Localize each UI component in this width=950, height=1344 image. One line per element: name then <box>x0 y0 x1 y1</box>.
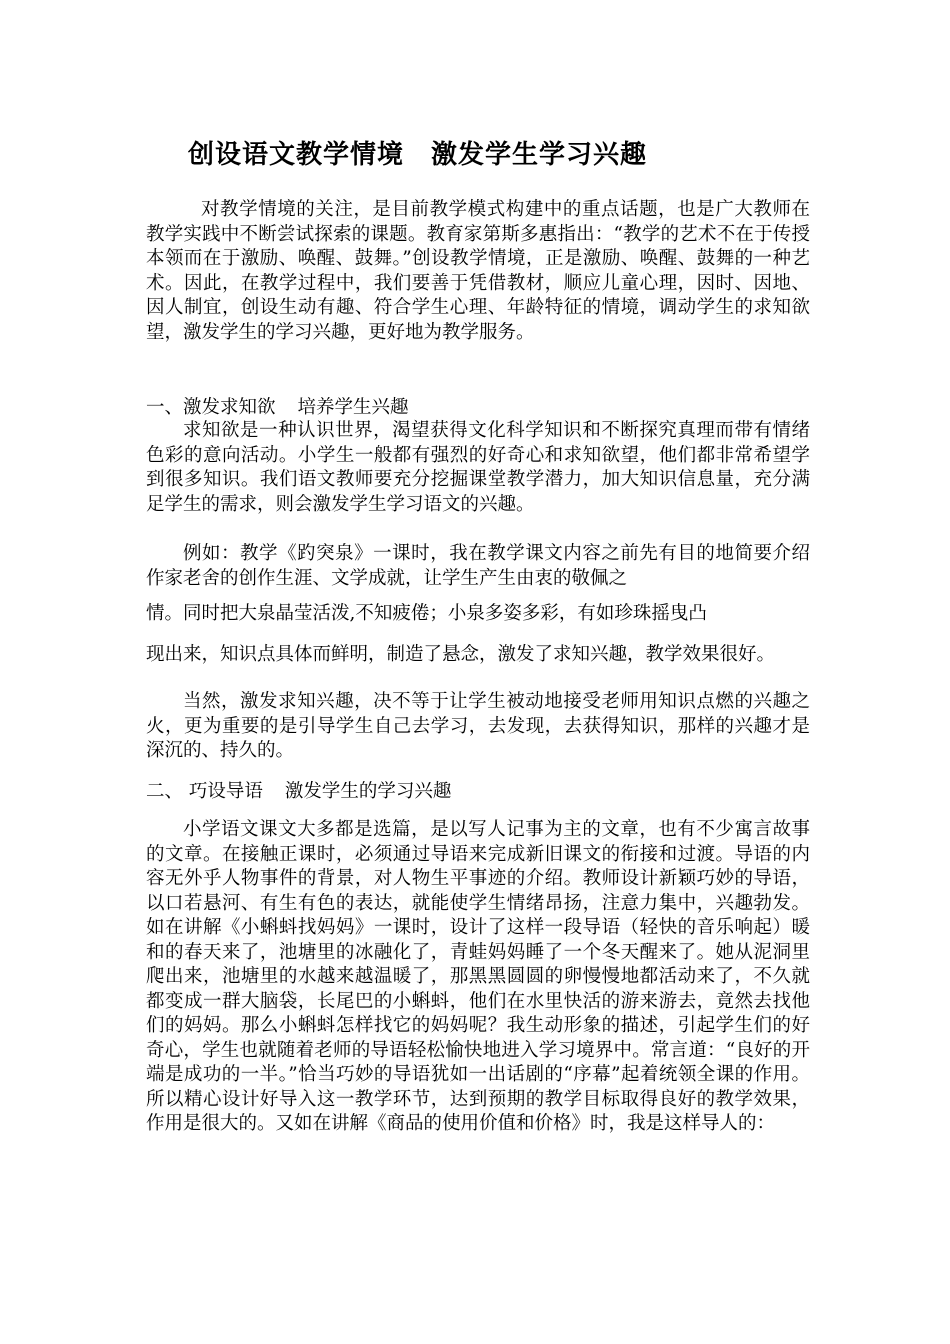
section-2-heading <box>146 780 810 805</box>
section-1-heading-part-a: 一、激发求知欲 <box>146 397 276 418</box>
section-1-paragraph-1: 求知欲是一种认识世界，渴望获得文化科学知识和不断探究真理而带有情绪色彩的意向活动。小学生一般都有强烈的好奇心和求知欲望，他们都非常希望学到很多知识。我们语文教师要充分挖掘课堂教学潜力，加大知识信息量，充分满足学生的需求，则会激发学生学习语文的兴趣。 <box>146 420 810 515</box>
section-1-heading-part-b: 培养学生兴趣 <box>297 397 409 418</box>
section-2-heading-part-a: 二、 巧设导语 <box>146 781 263 802</box>
intro-paragraph: 对教学情境的关注，是目前教学模式构建中的重点话题，也是广大教师在教学实践中不断尝试探索的课题。教育家第斯多惠指出：“教学的艺术不在于传授本领而在于激励、唤醒、鼓舞。”创设教学情境，正是激励、唤醒、鼓舞的一种艺术。因此，在教学过程中，我们要善于凭借教材，顺应儿童心理，因时、因地、因人制宜，创设生动有趣、符合学生心理、年龄特征的情境，调动学生的求知欲望，激发学生的学习兴趣，更好地为教学服务。 <box>146 199 810 343</box>
document-title: 创设语文教学情境 激发学生学习兴趣 <box>188 140 648 170</box>
section-1-paragraph-2-part-b: 情。同时把大泉晶莹活泼,不知疲倦；小泉多姿多彩，有如珍珠摇曳凸 <box>146 603 707 624</box>
section-1-paragraph-2-part-c: 现出来，知识点具体而鲜明，制造了悬念，激发了求知兴趣，教学效果很好。 <box>146 644 776 665</box>
section-2-paragraph-1: 小学语文课文大多都是选篇，是以写人记事为主的文章，也有不少寓言故事的文章。在接触正课时，必须通过导语来完成新旧课文的衔接和过渡。导语的内容无外乎人物事件的背景，对人物生平事迹的介绍。教师设计新颖巧妙的导语，以口若悬河、有生有色的表达，就能使学生情绪昂扬，注意力集中，兴趣勃发。如在讲解《小蝌蚪找妈妈》一课时，设计了这样一段导语（轻快的音乐响起）暖和的春天来了，池塘里的冰融化了，青蛙妈妈睡了一个冬天醒来了。她从泥洞里爬出来，池塘里的水越来越温暖了，那黑黑圆圆的卵慢慢地都活动来了，不久就都变成一群大脑袋，长尾巴的小蝌蚪，他们在水里快活的游来游去，竟然去找他们的妈妈。那么小蝌蚪怎样找它的妈妈呢？我生动形象的描述，引起学生们的好奇心，学生也就随着老师的导语轻松愉快地进入学习境界中。常言道：“良好的开端是成功的一半。”恰当巧妙的导语犹如一出话剧的“序幕”起着统领全课的作用。所以精心设计好导入这一教学环节，达到预期的教学目标取得良好的教学效果，作用是很大的。又如在讲解《商品的使用价值和价格》时，我是这样导人的： <box>146 819 810 1134</box>
section-1-heading <box>146 396 810 421</box>
section-1-paragraph-3: 当然，激发求知兴趣，决不等于让学生被动地接受老师用知识点燃的兴趣之火，更为重要的是引导学生自己去学习，去发现，去获得知识，那样的兴趣才是深沉的、持久的。 <box>146 691 810 761</box>
section-1-paragraph-2-part-a: 例如：教学《趵突泉》一课时，我在教学课文内容之前先有目的地简要介绍作家老舍的创作生涯、文学成就，让学生产生由衷的敬佩之 <box>146 543 810 589</box>
section-2-heading-part-b: 激发学生的学习兴趣 <box>284 781 452 802</box>
